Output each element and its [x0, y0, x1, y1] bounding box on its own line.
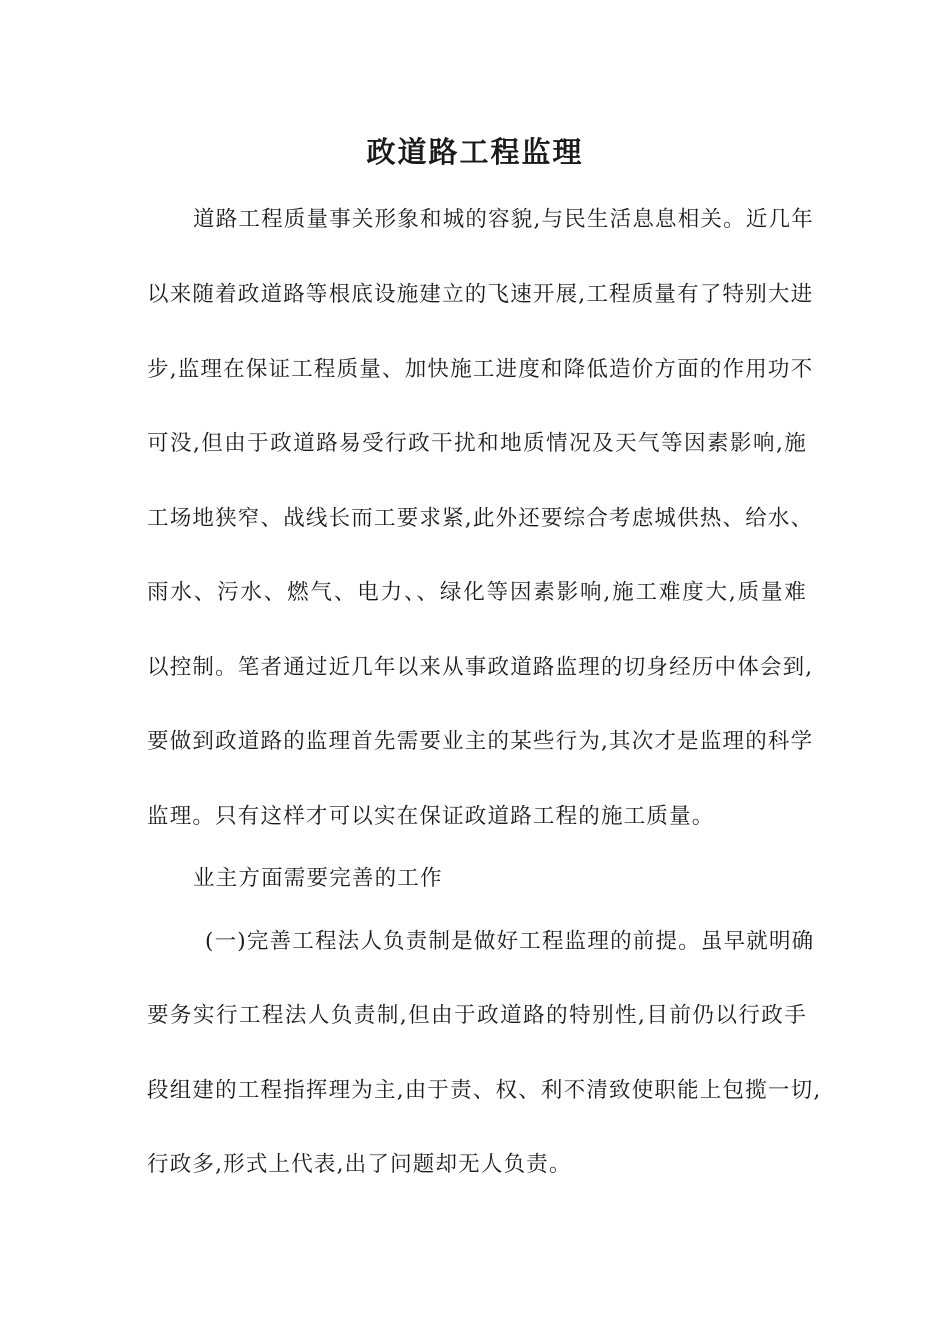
paragraph-2-line: (一)完善工程法人负责制是做好工程监理的前提。虽早就明确: [205, 929, 815, 954]
paragraph-1-line: 要做到政道路的监理首先需要业主的某些行为,其次才是监理的科学: [147, 729, 814, 754]
paragraph-1-line: 步,监理在保证工程质量、加快施工进度和降低造价方面的作用功不: [147, 357, 814, 382]
paragraph-1-line: 以控制。笔者通过近几年以来从事政道路监理的切身经历中体会到,: [147, 655, 814, 680]
paragraph-2-line: 段组建的工程指挥理为主,由于责、权、利不清致使职能上包揽一切,: [147, 1078, 822, 1103]
paragraph-1-line: 监理。只有这样才可以实在保证政道路工程的施工质量。: [147, 804, 715, 829]
paragraph-1-line: 工场地狭窄、战线长而工要求紧,此外还要综合考虑城供热、给水、: [147, 506, 814, 531]
document-title: 政道路工程监理: [366, 135, 584, 169]
paragraph-1-line: 道路工程质量事关形象和城的容貌,与民生活息息相关。近几年: [193, 207, 814, 232]
paragraph-1-line: 以来随着政道路等根底设施建立的飞速开展,工程质量有了特别大进: [147, 282, 814, 307]
paragraph-2-line: 要务实行工程法人负责制,但由于政道路的特别性,目前仍以行政手: [147, 1003, 807, 1028]
paragraph-1-line: 雨水、污水、燃气、电力、、绿化等因素影响,施工难度大,质量难: [147, 580, 807, 605]
section-heading: 业主方面需要完善的工作: [193, 866, 443, 891]
paragraph-2-line: 行政多,形式上代表,出了问题却无人负责。: [147, 1152, 572, 1177]
paragraph-1-line: 可没,但由于政道路易受行政干扰和地质情况及天气等因素影响,施: [147, 431, 807, 456]
